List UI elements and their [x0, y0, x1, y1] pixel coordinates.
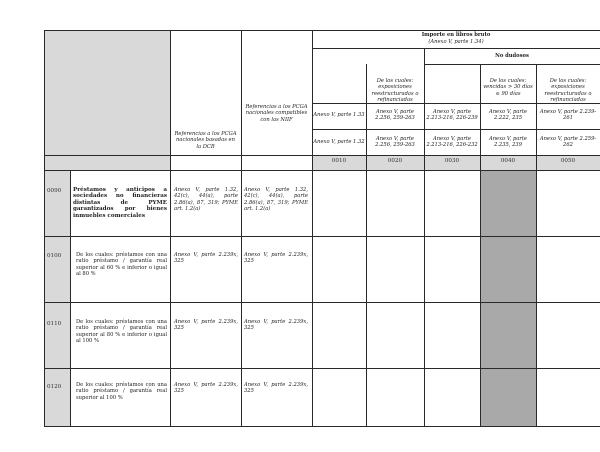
- header-top-title: Importe en libros bruto: [421, 32, 491, 38]
- vline-0030: [424, 48, 425, 426]
- ref-r1-0050: Anexo V, parte 2.239-261: [539, 109, 597, 122]
- row-code-0090-bg: [44, 170, 70, 236]
- ref-r1-0010: Anexo V, parte 1.33: [313, 112, 365, 118]
- ref-r2-0020: Anexo V, parte 2.256, 259-263: [375, 136, 415, 149]
- vline-code: [70, 170, 71, 426]
- ref-r2-0050: Anexo V, parte 2.259-262: [539, 136, 597, 149]
- hline-row-0120: [44, 368, 600, 369]
- header-top-ref: (Anexo V, parte 1.34): [428, 39, 484, 45]
- column-code-0010: 0010: [331, 158, 347, 164]
- row-code: 0120: [47, 384, 62, 390]
- hline-row-0110: [44, 302, 600, 303]
- ref-r2-0030: Anexo V, parte 2.213-216, 226-232: [426, 136, 478, 149]
- row-ref-dcb: Anexo V, parte 2.239x, 325: [174, 382, 238, 395]
- ref-r2-0010: Anexo V, parte 1.32: [313, 139, 365, 145]
- header-no-dudosos: No dudosos: [495, 53, 529, 59]
- ref-r2-0040: Anexo V, parte 2.235, 239: [488, 136, 528, 149]
- header-grey-left: [44, 30, 170, 170]
- row-code: 0100: [47, 253, 62, 259]
- vline-left: [44, 30, 45, 426]
- row-ref-niif: Anexo V, parte 1.32, 42(c), 44(a), parte 2.86(a), 87, 319; PYME art. 1.2(a): [244, 187, 308, 213]
- hline-top: [44, 30, 600, 31]
- column-code-0030: 0030: [444, 158, 460, 164]
- row-ref-niif: Anexo V, parte 2.239x, 325: [244, 319, 308, 332]
- row-code-0100-bg: [44, 236, 70, 302]
- row-code: 0110: [47, 321, 62, 327]
- row-code-0110-bg: [44, 302, 70, 368]
- column-code-0040: 0040: [500, 158, 516, 164]
- vline-c: [241, 30, 242, 426]
- hline-row-0100: [44, 236, 600, 237]
- vline-0010: [312, 30, 313, 426]
- column-0040-blocked: [480, 170, 536, 426]
- column-code-0020: 0020: [387, 158, 403, 164]
- row-label: De los cuales: préstamos con una ratio préstamo / garantía real superior al 100 %: [76, 382, 167, 401]
- row-ref-niif: Anexo V, parte 2.239x, 325: [244, 382, 308, 395]
- row-ref-niif: Anexo V, parte 2.239x, 325: [244, 252, 308, 265]
- hline-bottom: [44, 426, 600, 427]
- row-code-0120-bg: [44, 368, 70, 426]
- column-code-0050: 0050: [560, 158, 576, 164]
- hline-under-title: [312, 48, 600, 49]
- hline-r2-top: [312, 129, 600, 130]
- ref-r1-0030: Anexo V, parte 2.213-216, 226-239: [426, 109, 478, 122]
- row-label: De los cuales: préstamos con una ratio préstamo / garantía real superior al 60 % e inferior o igual al 80 %: [76, 252, 167, 278]
- header-col-b-ref-dcb: Referencias a los PCGA nacionales basadas en la DCB: [174, 131, 237, 150]
- header-0040-sub: De los cuales: vencidas > 30 días ≤ 90 días: [483, 78, 533, 97]
- header-col-c-ref-niif: Referencias a los PCGA nacionales compatibles con las NIIF: [245, 104, 308, 123]
- hline-under-nodudosos: [424, 64, 600, 65]
- row-code: 0090: [47, 188, 62, 194]
- row-ref-dcb: Anexo V, parte 2.239x, 325: [174, 319, 238, 332]
- row-ref-dcb: Anexo V, parte 1.32, 42(c), 44(a), parte 2.86(a), 87, 319; PYME art. 1.2(a): [174, 187, 238, 213]
- row-ref-dcb: Anexo V, parte 2.239x, 325: [174, 252, 238, 265]
- vline-b: [170, 30, 171, 426]
- header-0030-sub: De los cuales: exposiciones reestructuradas o refinanciadas: [371, 78, 419, 104]
- row-label: Préstamos y anticipos a sociedades no financieras distintas de PYME garantizados por bienes inmuebles comerciales: [73, 187, 167, 219]
- ref-r1-0040: Anexo V, parte 2.222, 235: [488, 109, 528, 122]
- header-0050-sub: De los cuales: exposiciones reestructuradas o refinanciadas: [544, 78, 592, 104]
- ref-r1-0020: Anexo V, parte 2.256, 259-263: [375, 109, 415, 122]
- row-label: De los cuales: préstamos con una ratio préstamo / garantía real superior al 80 % e inferior o igual al 100 %: [76, 319, 167, 345]
- hline-codes-top: [44, 155, 600, 156]
- hline-row-0090: [44, 170, 600, 171]
